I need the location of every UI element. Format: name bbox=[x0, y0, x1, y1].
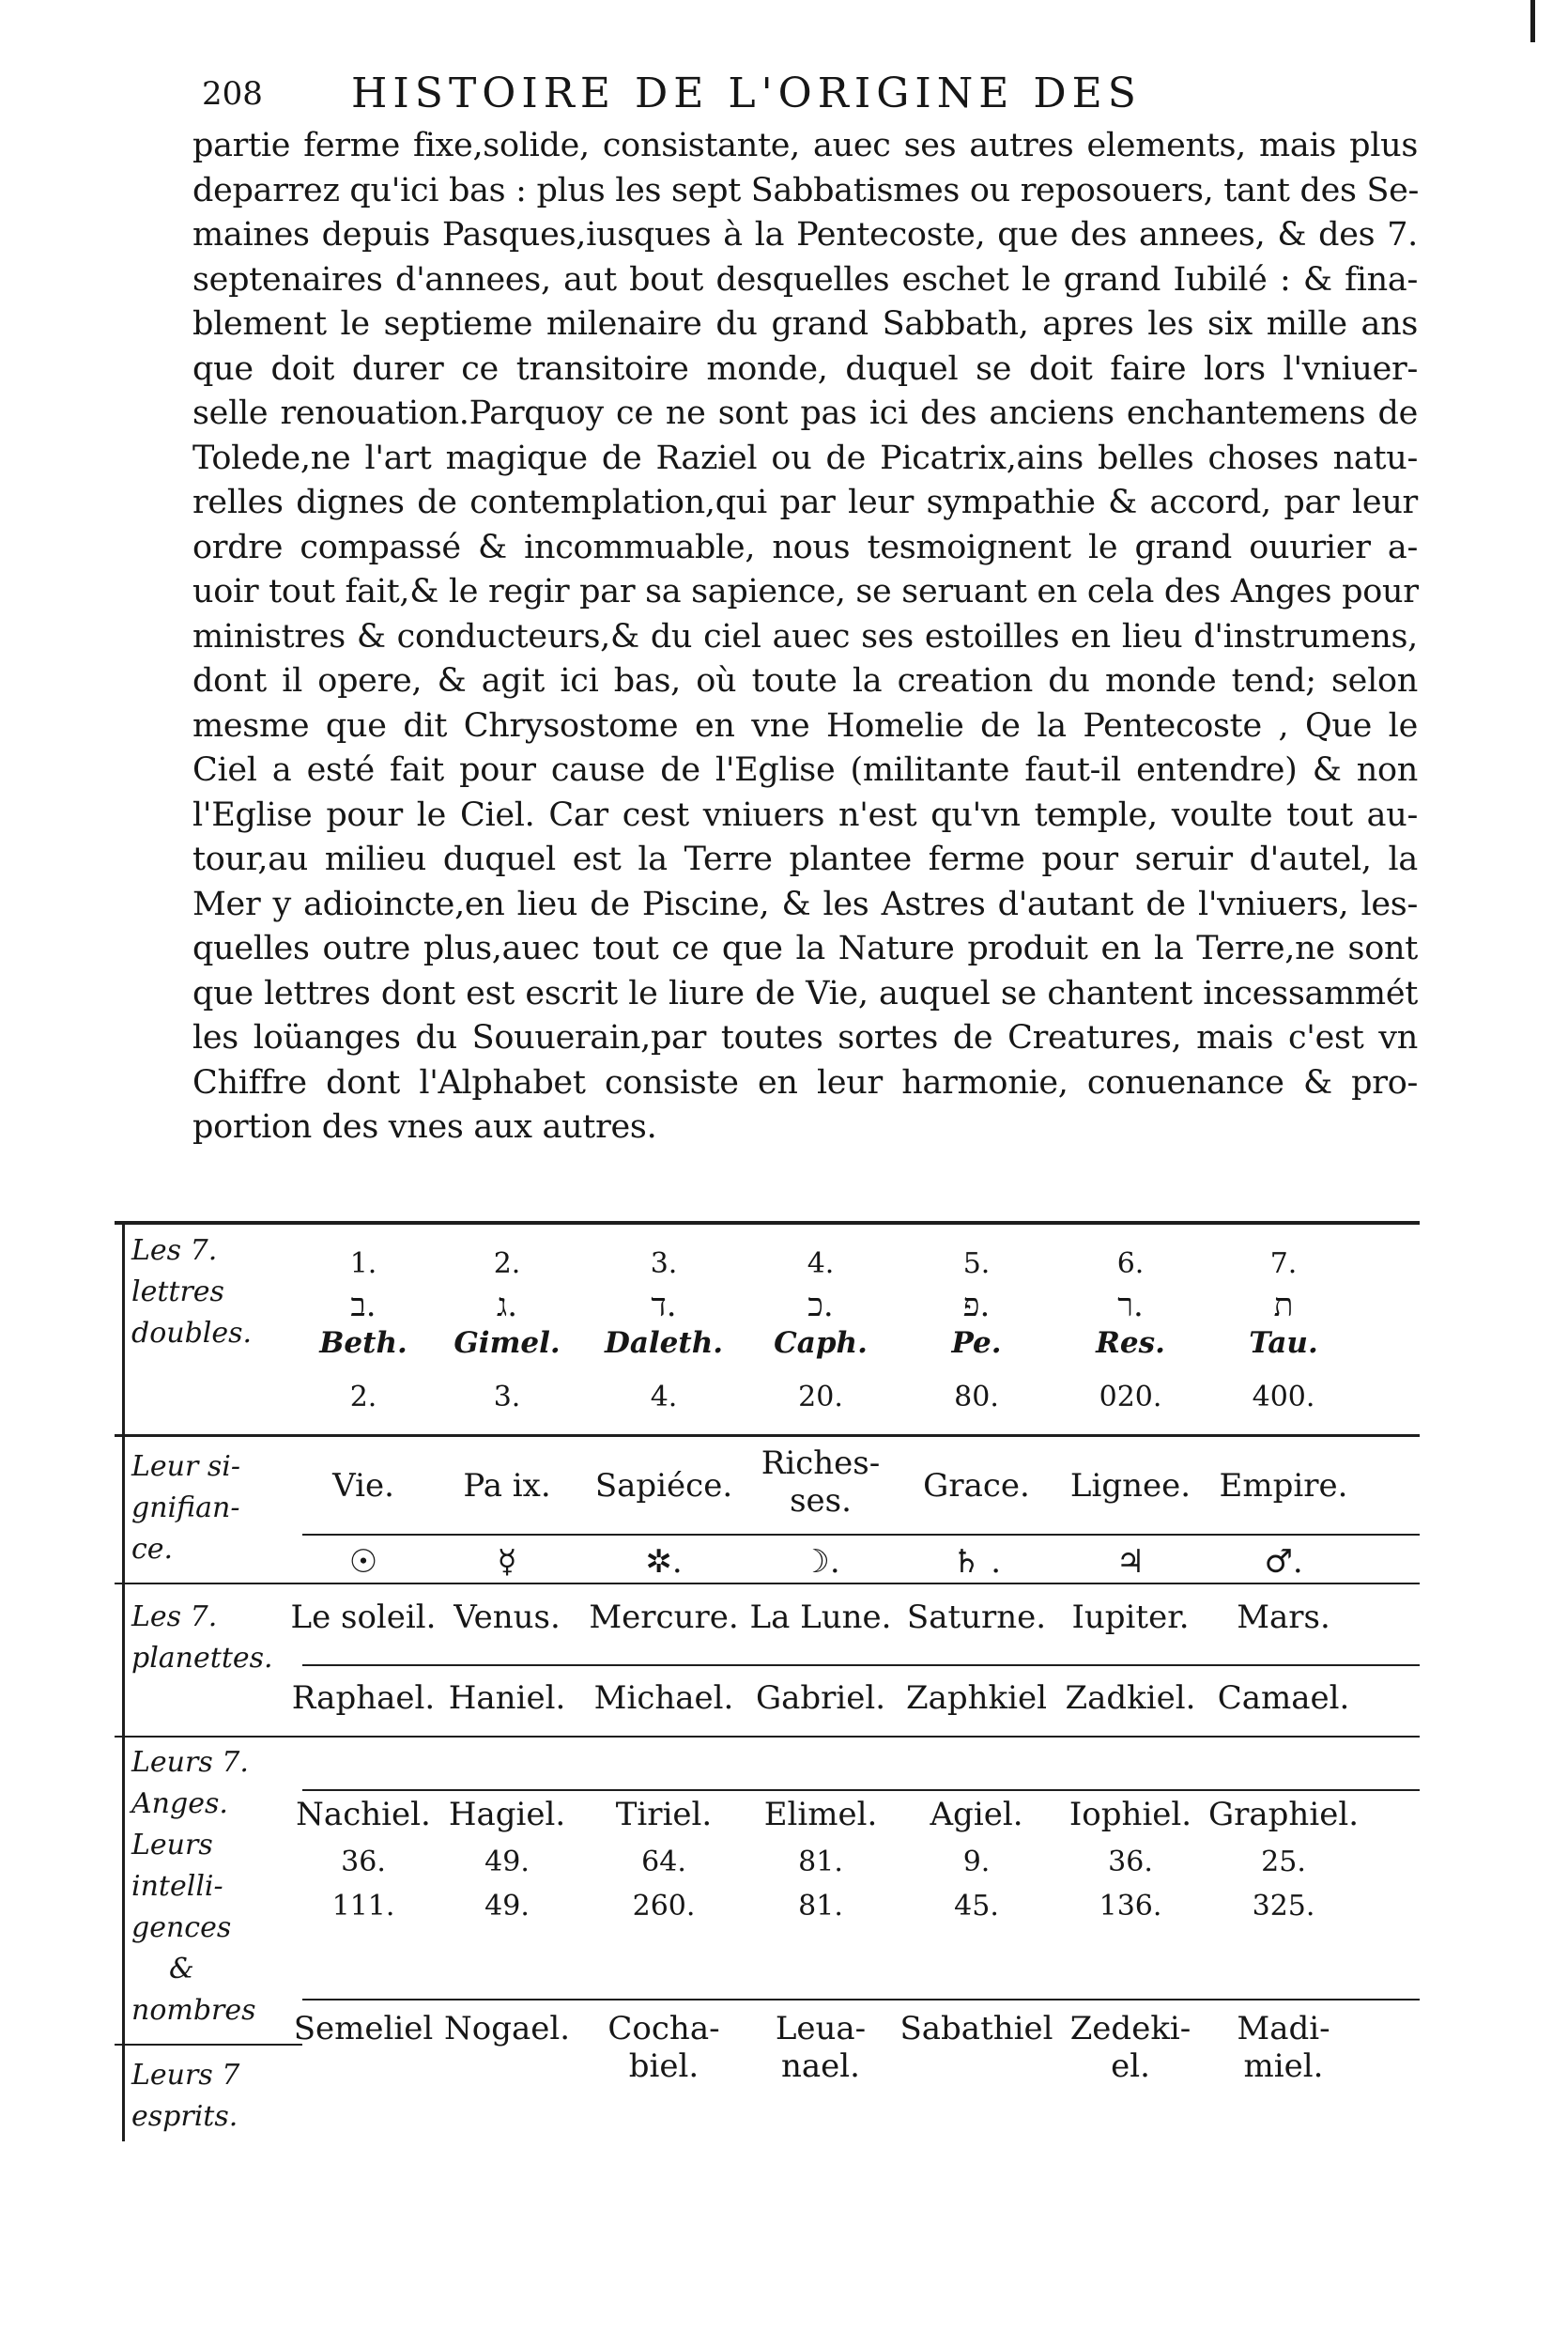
running-title: HISTOIRE DE L'ORIGINE DES bbox=[351, 70, 1142, 117]
cell-spirit: Zedeki-el. bbox=[1069, 2010, 1191, 2085]
cell-intelligence: Tiriel. bbox=[615, 1796, 713, 1833]
label-signifiance: Leur si- gnifian- ce. bbox=[131, 1450, 241, 1566]
cell-letter-name: Tau. bbox=[1249, 1326, 1318, 1360]
cell-letter-value: 2. bbox=[349, 1381, 377, 1413]
cell-symbol: ♄ . bbox=[951, 1543, 1002, 1581]
cell-planet: Iupiter. bbox=[1071, 1599, 1190, 1636]
cell-spirit: Semeliel bbox=[293, 2010, 434, 2047]
cell-number: 7. bbox=[1269, 1247, 1298, 1280]
cell-letter-value: 400. bbox=[1252, 1381, 1315, 1413]
table-rule bbox=[302, 1999, 1420, 2000]
cell-hebrew-letter: פ. bbox=[962, 1287, 991, 1324]
cell-planet: Venus. bbox=[453, 1599, 561, 1636]
table-rule bbox=[115, 2044, 302, 2046]
cell-number: 4. bbox=[807, 1247, 835, 1280]
cell-angel: Camael. bbox=[1217, 1679, 1350, 1717]
table-rule-top bbox=[115, 1221, 1420, 1225]
page-header bbox=[202, 68, 1225, 124]
label-anges: Leurs 7. Anges. bbox=[131, 1746, 249, 1820]
cell-letter-value: 80. bbox=[954, 1381, 999, 1413]
text-line: blement le septieme milenaire du grand Sabbath, apres les six mille ans bbox=[192, 305, 1418, 343]
cell-angel: Michael. bbox=[593, 1679, 734, 1717]
cell-letter-name: Pe. bbox=[951, 1326, 1002, 1360]
cell-hebrew-letter: ד. bbox=[651, 1287, 677, 1324]
cell-letter-value: 3. bbox=[493, 1381, 521, 1413]
text-line: quelles outre plus,auec tout ce que la Nature produit en la Terre,ne sont bbox=[192, 930, 1418, 967]
cell-hebrew-letter: כ. bbox=[807, 1287, 834, 1324]
cell-signification: Sapiéce. bbox=[594, 1467, 733, 1505]
cell-letter-name: Beth. bbox=[319, 1326, 407, 1360]
cell-planet: La Lune. bbox=[749, 1599, 892, 1636]
label-lettres-doubles: Les 7. lettres doubles. bbox=[131, 1234, 253, 1350]
body-text bbox=[192, 124, 1418, 1151]
cell-number-1: 25. bbox=[1261, 1846, 1306, 1878]
cell-hebrew-letter: ג. bbox=[496, 1287, 518, 1324]
cell-number-2: 325. bbox=[1252, 1890, 1315, 1923]
cell-signification: Vie. bbox=[332, 1467, 394, 1505]
cell-spirit: Cocha-biel. bbox=[607, 2010, 720, 2085]
cell-spirit: Sabathiel bbox=[899, 2010, 1053, 2047]
text-line: partie ferme fixe,solide, consistante, auec ses autres elements, mais plus bbox=[192, 127, 1418, 164]
cell-symbol: ✲. bbox=[645, 1543, 683, 1581]
text-line: Mer y adioincte,en lieu de Piscine, & les Astres d'autant de l'vniuers, les- bbox=[192, 885, 1418, 923]
cell-planet: Le soleil. bbox=[290, 1599, 437, 1636]
cell-angel: Gabriel. bbox=[755, 1679, 886, 1717]
cell-number-2: 111. bbox=[331, 1890, 395, 1923]
text-line: ordre compassé & incommuable, nous tesmoignent le grand ouurier a- bbox=[192, 528, 1418, 566]
text-line: dont il opere, & agit ici bas, où toute la creation du monde tend; selon bbox=[192, 662, 1418, 700]
table-vertical-rule bbox=[122, 1221, 125, 2141]
cell-signification: Pa ix. bbox=[463, 1467, 551, 1505]
cell-angel: Zaphkiel bbox=[905, 1679, 1048, 1717]
cell-spirit: Madi-miel. bbox=[1237, 2010, 1330, 2085]
cell-number-2: 49. bbox=[484, 1890, 530, 1923]
label-intelligences: Leurs intelli- gences & nombres bbox=[131, 1829, 256, 2027]
cell-number-1: 81. bbox=[798, 1846, 843, 1878]
cell-symbol: ☽. bbox=[801, 1543, 840, 1581]
text-line: ministres & conducteurs,& du ciel auec ses estoilles en lieu d'instrumens, bbox=[192, 617, 1418, 656]
text-line: les loüanges du Souuerain,par toutes sortes de Creatures, mais c'est vn bbox=[192, 1019, 1418, 1057]
cell-number: 5. bbox=[962, 1247, 991, 1280]
cell-letter-name: Daleth. bbox=[604, 1326, 724, 1360]
cell-hebrew-letter: ב. bbox=[350, 1287, 377, 1324]
text-line: septenaires d'annees, aut bout desquelles eschet le grand Iubilé : & fina- bbox=[192, 260, 1418, 299]
cell-intelligence: Iophiel. bbox=[1068, 1796, 1192, 1833]
cell-signification: Grace. bbox=[923, 1467, 1030, 1505]
text-line: uoir tout fait,& le regir par sa sapience, se seruant en cela des Anges pour bbox=[192, 573, 1419, 610]
text-line: relles dignes de contemplation,qui par leur sympathie & accord, par leur bbox=[192, 484, 1418, 521]
cell-symbol: ☿ bbox=[497, 1543, 517, 1581]
page-edge-mark bbox=[1530, 0, 1535, 42]
page-number: 208 bbox=[202, 75, 263, 113]
cell-number: 3. bbox=[650, 1247, 678, 1280]
cell-letter-name: Caph. bbox=[774, 1326, 868, 1360]
text-line: mesme que dit Chrysostome en vne Homelie de la Pentecoste , Que le bbox=[192, 706, 1418, 745]
cell-symbol: ☉ bbox=[348, 1543, 378, 1581]
text-line: selle renouation.Parquoy ce ne sont pas ici des anciens enchantemens de bbox=[192, 394, 1418, 432]
cell-planet: Mars. bbox=[1237, 1599, 1330, 1636]
cell-number-2: 81. bbox=[798, 1890, 843, 1923]
cell-intelligence: Hagiel. bbox=[448, 1796, 566, 1833]
cell-letter-name: Gimel. bbox=[453, 1326, 561, 1360]
table-rule bbox=[115, 1736, 1420, 1738]
table-rule bbox=[302, 1664, 1420, 1666]
cell-number-2: 45. bbox=[954, 1890, 999, 1923]
cell-number-1: 64. bbox=[641, 1846, 686, 1878]
cell-intelligence: Elimel. bbox=[763, 1796, 878, 1833]
text-line: tour,au milieu duquel est la Terre plantee ferme pour seruir d'autel, la bbox=[192, 841, 1418, 878]
text-line: maines depuis Pasques,iusques à la Pentecoste, que des annees, & des 7. bbox=[192, 216, 1418, 254]
cell-planet: Saturne. bbox=[906, 1599, 1047, 1636]
text-line: que lettres dont est escrit le liure de Vie, auquel se chantent incessammét bbox=[192, 974, 1418, 1012]
table-rule bbox=[302, 1534, 1420, 1536]
cell-letter-name: Res. bbox=[1096, 1326, 1165, 1360]
cell-spirit: Nogael. bbox=[443, 2010, 571, 2047]
cell-hebrew-letter: ר. bbox=[1117, 1287, 1144, 1324]
table-rule bbox=[115, 1583, 1420, 1584]
cell-intelligence: Graphiel. bbox=[1207, 1796, 1360, 1833]
text-line: Tolede,ne l'art magique de Raziel ou de Picatrix,ains belles choses natu- bbox=[192, 439, 1418, 477]
text-line: l'Eglise pour le Ciel. Car cest vniuers n'est qu'vn temple, voulte tout au- bbox=[192, 796, 1418, 834]
cell-hebrew-letter: ת bbox=[1273, 1287, 1294, 1324]
cell-intelligence: Nachiel. bbox=[296, 1796, 431, 1833]
cell-spirit: Leua-nael. bbox=[775, 2010, 867, 2085]
cell-number: 2. bbox=[493, 1247, 521, 1280]
cell-symbol: ♂. bbox=[1264, 1543, 1303, 1581]
cell-signification: Lignee. bbox=[1069, 1467, 1191, 1505]
table-rule bbox=[302, 1789, 1420, 1791]
cell-number-1: 36. bbox=[341, 1846, 386, 1878]
cell-intelligence: Agiel. bbox=[930, 1796, 1023, 1833]
label-planettes: Les 7. planettes. bbox=[131, 1600, 273, 1675]
cell-symbol: ♃ bbox=[1115, 1543, 1145, 1581]
cell-letter-value: 020. bbox=[1099, 1381, 1162, 1413]
cell-letter-value: 20. bbox=[798, 1381, 843, 1413]
cell-angel: Raphael. bbox=[291, 1679, 436, 1717]
cell-number: 1. bbox=[349, 1247, 377, 1280]
table-rule bbox=[115, 1434, 1420, 1437]
text-line: portion des vnes aux autres. bbox=[192, 1108, 657, 1146]
cell-letter-value: 4. bbox=[650, 1381, 678, 1413]
cell-angel: Haniel. bbox=[448, 1679, 566, 1717]
cell-number-1: 36. bbox=[1108, 1846, 1153, 1878]
text-line: Chiffre dont l'Alphabet consiste en leur harmonie, conuenance & pro- bbox=[192, 1063, 1418, 1102]
text-line: Ciel a esté fait pour cause de l'Eglise (militante faut-il entendre) & non bbox=[192, 751, 1418, 789]
text-line: que doit durer ce transitoire monde, duquel se doit faire lors l'vniuer- bbox=[192, 349, 1418, 388]
text-line: deparrez qu'ici bas : plus les sept Sabbatismes ou reposouers, tant des Se- bbox=[192, 171, 1420, 209]
cell-number-2: 260. bbox=[632, 1890, 696, 1923]
cell-angel: Zadkiel. bbox=[1065, 1679, 1196, 1717]
cell-planet: Mercure. bbox=[589, 1599, 739, 1636]
label-esprits: Leurs 7 esprits. bbox=[131, 2059, 240, 2133]
cell-number: 6. bbox=[1116, 1247, 1145, 1280]
cell-number-2: 136. bbox=[1099, 1890, 1162, 1923]
cell-signification: Empire. bbox=[1219, 1467, 1348, 1505]
cell-signification: Riches-ses. bbox=[761, 1444, 881, 1520]
correspondence-table bbox=[115, 1221, 1420, 2141]
cell-number-1: 49. bbox=[484, 1846, 530, 1878]
cell-number-1: 9. bbox=[962, 1846, 991, 1878]
